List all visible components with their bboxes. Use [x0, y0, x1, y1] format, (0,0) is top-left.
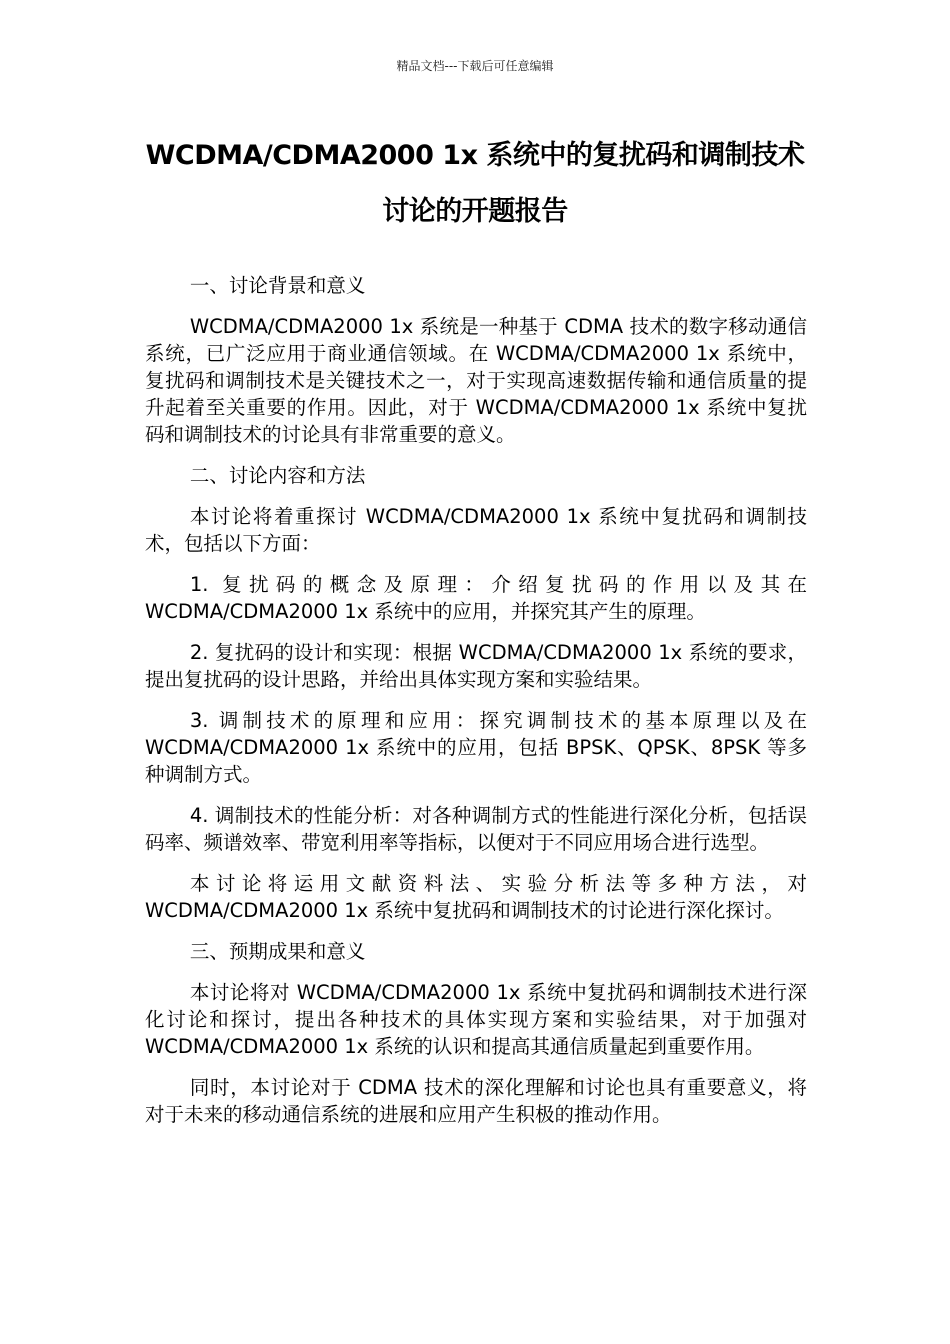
section-2-paragraph-1: 本讨论将着重探讨 WCDMA/CDMA2000 1x 系统中复扰码和调制技术，包括以下方面：: [145, 505, 807, 555]
section-3-paragraph-1: 本讨论将对 WCDMA/CDMA2000 1x 系统中复扰码和调制技术进行深化讨论和探讨，提出各种技术的具体实现方案和实验结果，对于加强对 WCDMA/CDMA2000 1x 系统的认识和提高其通信质量起到重要作用。: [145, 981, 807, 1058]
section-2-item-3: 3. 调制技术的原理和应用：探究调制技术的基本原理以及在 WCDMA/CDMA2000 1x 系统中的应用，包括 BPSK、QPSK、8PSK 等多种调制方式。: [145, 709, 807, 786]
section-2-item-2: 2. 复扰码的设计和实现：根据 WCDMA/CDMA2000 1x 系统的要求，提出复扰码的设计思路，并给出具体实现方案和实验结果。: [145, 641, 807, 691]
document-body: [145, 272, 807, 1142]
section-3-heading: 三、预期成果和意义: [189, 940, 366, 963]
section-2-item-1: 1. 复扰码的概念及原理：介绍复扰码的作用以及其在 WCDMA/CDMA2000 1x 系统中的应用，并探究其产生的原理。: [145, 573, 807, 623]
section-2-paragraph-2: 本讨论将运用文献资料法、实验分析法等多种方法，对 WCDMA/CDMA2000 1x 系统中复扰码和调制技术的讨论进行深化探讨。: [145, 872, 807, 922]
section-2-item-4: 4. 调制技术的性能分析：对各种调制方式的性能进行深化分析，包括误码率、频谱效率、带宽利用率等指标，以便对于不同应用场合进行选型。: [145, 804, 807, 854]
section-2-heading: 二、讨论内容和方法: [189, 464, 366, 487]
document-title-line-1: WCDMA/CDMA2000 1x 系统中的复扰码和调制技术: [145, 140, 805, 171]
section-1-heading: 一、讨论背景和意义: [189, 274, 366, 297]
document-title-line-2: 讨论的开题报告: [382, 196, 568, 227]
page-header: 精品文档---下载后可任意编辑: [396, 59, 554, 73]
section-3-paragraph-2: 同时，本讨论对于 CDMA 技术的深化理解和讨论也具有重要意义，将对于未来的移动通信系统的进展和应用产生积极的推动作用。: [145, 1076, 807, 1126]
document-title: [120, 128, 830, 240]
section-1-paragraph-1: WCDMA/CDMA2000 1x 系统是一种基于 CDMA 技术的数字移动通信系统，已广泛应用于商业通信领域。在 WCDMA/CDMA2000 1x 系统中，复扰码和调制技术是关键技术之一，对于实现高速数据传输和通信质量的提升起着至关重要的作用。因此，对于 WCDMA/CDMA2000 1x 系统中复扰码和调制技术的讨论具有非常重要的意义。: [145, 315, 807, 446]
